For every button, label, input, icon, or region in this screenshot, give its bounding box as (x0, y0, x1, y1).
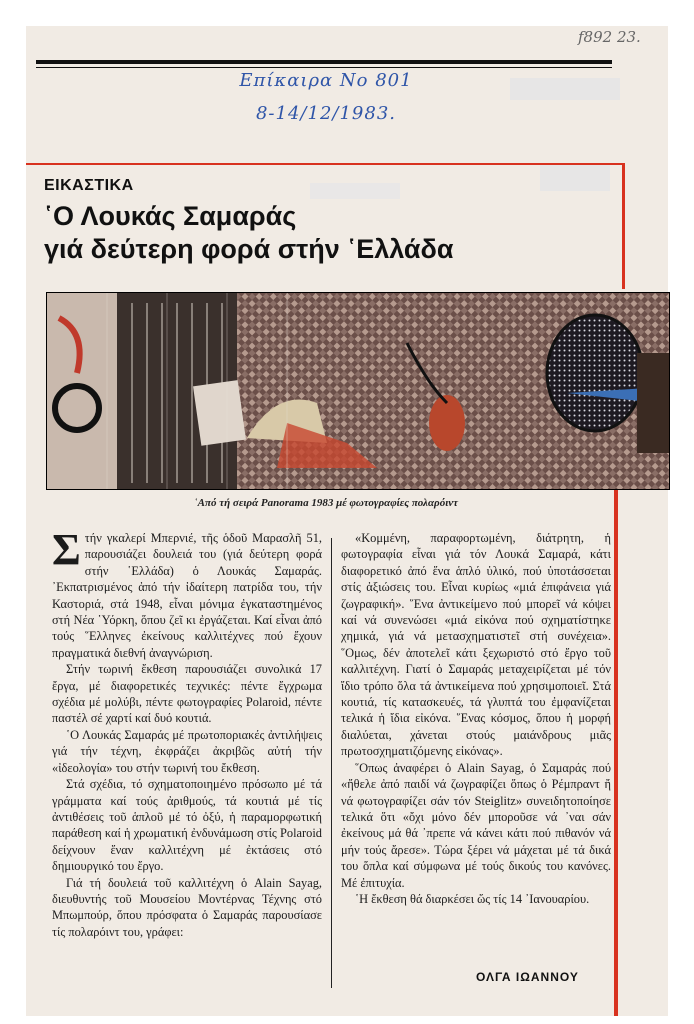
handwritten-publication: Επίκαιρα Νο 801 (239, 70, 413, 91)
paragraph-3: ῾Ο Λουκάς Σαμαράς μέ πρωτοποριακές ἀντιλήψεις γιά τήν τέχνη, ἐκφράζει ἀκριβῶς αὐτή τήν «ἰδεολογία» του στήν τωρινή του ἔκθεση. (52, 727, 322, 775)
paragraph-2: Στήν τωρινή ἔκθεση παρουσιάζει συνολικά 17 ἔργα, μέ διαφορετικές τεχνικές: πέντε ἔγχρωμα σχέδια μέ μολύβι, πέντε φωτογραφίες Polaroid, πέντε παστέλ σέ χαρτί καί δυό κουτιά. (52, 662, 322, 726)
headline (44, 200, 604, 266)
drop-cap: Σ (52, 525, 81, 574)
red-frame-top (26, 163, 624, 165)
red-frame-right-upper (622, 163, 625, 289)
paragraph-1-text: τήν γκαλερί Μπερνιέ, τῆς ὁδοῦ Μαρασλῆ 51, παρουσιάζει δουλειά του (γιά δεύτερη φορά στήν ῾Ελλάδα) ὁ Λουκάς Σαμαράς. ᾿Εκπατρισμένος ἀπό τήν ἰδαίτερη πατρίδα του, τήν Καστοριά, στά 1948, εἶναι μόνιμα ἐγκαταστημένος στή Νέα ῾Υόρκη, ὅπου ζεῖ κι ἐργάζεται. Καί εἶναι ἀπό τούς ῞Ελληνες ἐκείνους καλλιτέχνες πού ἔχουν πραγματικά διεθνή ἀναγνώριση. (52, 531, 322, 660)
paragraph-4: Στά σχέδια, τό σχηματοποιημένο πρόσωπο μέ τά γράμματα καί τούς ἀριθμούς, τά κουτιά μέ τίς ἀντιθέσεις τοῦ ἁπλοῦ μέ τό ὀξύ, ἡ παραμορφωτική παράθεση καί ἡ χρωματική ἐνδυνάμωση στίς Polaroid δείχνουν ἕναν καλλιτέχνη μέ ἐκτάσεις στό δημιουργικό του ἔργο. (52, 777, 322, 874)
article-column-2 (341, 530, 611, 907)
photo-caption: ῾Από τή σειρά Panorama 1983 μέ φωτογραφίες πολαρόιντ (193, 497, 459, 509)
red-frame-right-lower (614, 490, 618, 1016)
paragraph-7: ῞Οπως ἀναφέρει ὁ Alain Sayag, ὁ Σαμαράς πού «ἤθελε ἀπό παιδί νά ζωγραφίζει ὅπως ὁ Ρέμπραντ ἤ νά φωτογραφίζει σάν τόν Steiglitz» συνειδητοποίησε τελικά ὅτι «ὄχι μόνο δέν μποροῦσε νά ᾿ναι σάν ἐκείνους μά θά ᾿πρεπε νά κάνει κάτι πού πιθανόν νά μήν τούς ἄρεσε». Τώρα ξέρει νά μάχεται μέ τά δικά του ὅπλα καί σύμφωνα μέ τούς δικούς του κανόνες. Μέ ἐπιτυχία. (341, 760, 611, 890)
top-rule (36, 60, 612, 64)
archive-number: f892 23. (578, 28, 641, 46)
article-column-1 (52, 525, 322, 940)
paragraph-1 (52, 525, 322, 661)
show-through-block-3 (310, 183, 400, 199)
column-divider (331, 538, 332, 988)
exhibition-photo (46, 292, 670, 490)
show-through-block-2 (540, 165, 610, 191)
headline-line-1: ῾Ο Λουκάς Σαμαράς (44, 201, 297, 231)
section-label: ΕΙΚΑΣΤΙΚΑ (44, 177, 134, 194)
show-through-block-1 (510, 78, 620, 100)
paragraph-8: ῾Η ἔκθεση θά διαρκέσει ὥς τίς 14 ᾿Ιανουαρίου. (355, 891, 590, 906)
paragraph-5: Γιά τή δουλειά τοῦ καλλιτέχνη ὁ Alain Sayag, διευθυντής τοῦ Μουσείου Μοντέρνας Τέχνης στό Μπωμπούρ, ὅπου πρόσφατα ὁ Σαμαράς παρουσίασε τίς πολαρόιντ του, γράφει: (52, 875, 322, 939)
paragraph-6: «Κομμένη, παραφορτωμένη, διάτρητη, ἡ φωτογραφία εἶναι γιά τόν Λουκά Σαμαρά, κάτι διαφορετικό ἀπό ἕνα ἁπλό ὑλικό, πού ὑποτάσσεται στίς ἀξιώσεις του. Εἶναι κυρίως «μιά ἐπιφάνεια γιά ζωγραφική». ῞Ενα ἀντικείμενο πού μπορεῖ νά κόψει καί νά συνενώσει «μιά εἰκόνα πού σχηματίστηκε χημικά, γιά νά μετασχηματιστεῖ στή συνέχεια». ῞Ομως, δέν ἀποτελεῖ κάτι ξεχωριστό στό ἔργο τοῦ καλλιτέχνη. Γιατί ὁ Σαμαράς μεταχειρίζεται μέ τόν ἴδιο τρόπο ὅλα τά ἀντικείμενα πού χρησιμοποιεῖ. Στά κουτιά, τίς κατασκευές, τά γλυπτά του ἐμφανίζεται τελικά ἡ ἴδια εἰκόνα. ῞Ενας κόσμος, ὅπου ἡ μορφή διαλύεται, χάνεται στούς μαιάνδρους μιᾶς πρωτοσχηματιζόμενης εἰκόνας». (341, 531, 611, 759)
headline-line-2: γιά δεύτερη φορά στήν ῾Ελλάδα (44, 234, 454, 264)
handwritten-date: 8-14/12/1983. (255, 103, 396, 124)
panorama-photo-illustration (47, 293, 669, 489)
author-byline: ΟΛΓΑ ΙΩΑΝΝΟΥ (476, 970, 579, 984)
top-rule-thin (36, 67, 612, 68)
